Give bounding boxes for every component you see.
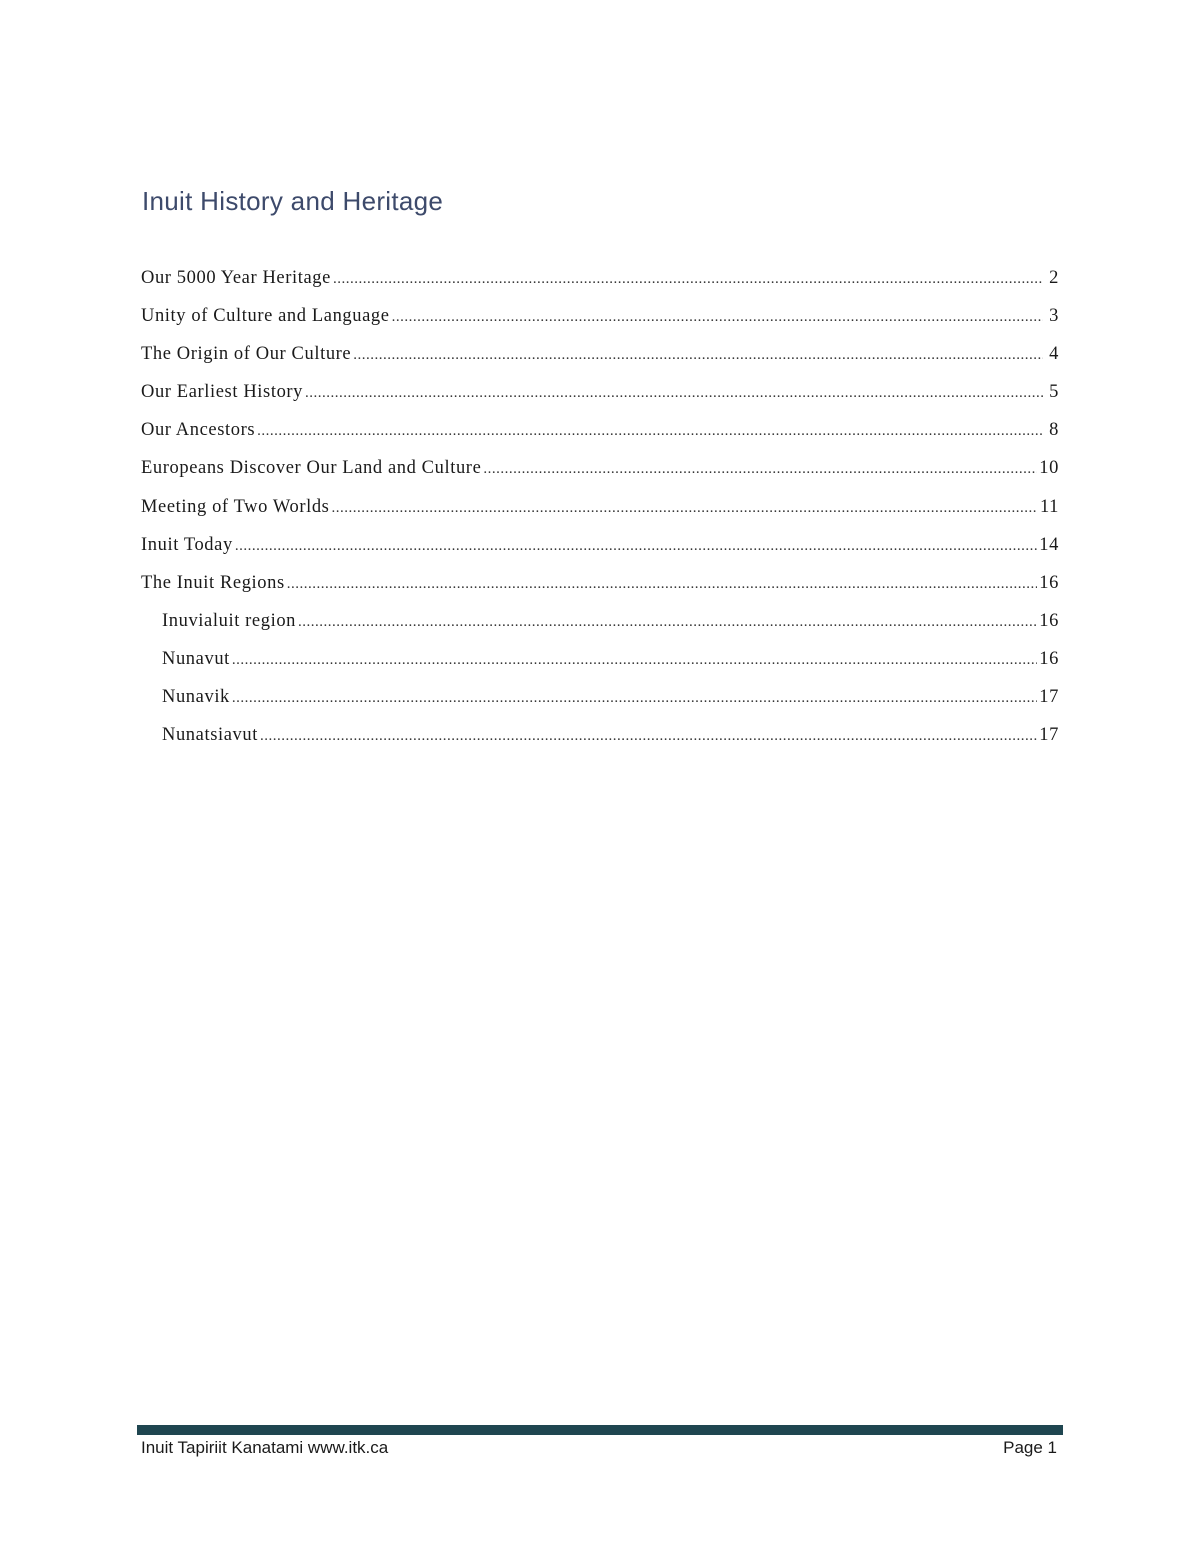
toc-entry-label: Nunavik	[162, 687, 230, 708]
toc-dot-leader	[331, 500, 1038, 517]
toc-subentry[interactable]	[141, 687, 1059, 725]
toc-dot-leader	[353, 347, 1043, 364]
toc-entry[interactable]	[141, 344, 1059, 382]
toc-subentry[interactable]	[141, 649, 1059, 687]
toc-entry[interactable]	[141, 573, 1059, 611]
toc-entry[interactable]	[141, 497, 1059, 535]
toc-dot-leader	[333, 271, 1043, 288]
toc-entry-page: 17	[1039, 687, 1059, 708]
toc-dot-leader	[305, 385, 1043, 402]
toc-entry-page: 16	[1039, 572, 1059, 593]
toc-dot-leader	[287, 576, 1038, 593]
toc-entry-label: Nunatsiavut	[162, 725, 259, 746]
toc-entry-label: Europeans Discover Our Land and Culture	[141, 458, 482, 479]
toc-entry-page: 8	[1049, 420, 1059, 441]
toc-entry[interactable]	[141, 458, 1059, 496]
toc-dot-leader	[257, 423, 1043, 440]
toc-entry-label: The Origin of Our Culture	[141, 344, 352, 365]
toc-entry-page: 4	[1049, 344, 1059, 365]
toc-entry-page: 14	[1039, 534, 1059, 555]
toc-entry[interactable]	[141, 535, 1059, 573]
toc-dot-leader	[392, 309, 1043, 326]
toc-entry-label: Nunavut	[162, 648, 230, 669]
page-title: Inuit History and Heritage	[142, 186, 444, 216]
footer-page-number: Page 1	[1003, 1438, 1057, 1457]
toc-entry[interactable]	[141, 420, 1059, 458]
toc-entry[interactable]	[141, 306, 1059, 344]
toc-entry-label: Unity of Culture and Language	[141, 306, 390, 327]
toc-entry-label: The Inuit Regions	[141, 572, 285, 593]
toc-entry-page: 11	[1039, 496, 1059, 517]
toc-entry-page: 10	[1039, 458, 1059, 479]
footer-organization: Inuit Tapiriit Kanatami www.itk.ca	[141, 1438, 389, 1457]
toc-subentry[interactable]	[141, 725, 1059, 763]
table-of-contents	[141, 268, 1059, 763]
toc-dot-leader	[260, 728, 1037, 745]
toc-dot-leader	[298, 614, 1037, 631]
toc-entry-page: 16	[1039, 610, 1059, 631]
toc-entry-label: Our Ancestors	[141, 420, 256, 441]
toc-dot-leader	[232, 690, 1037, 707]
toc-dot-leader	[232, 652, 1037, 669]
toc-entry-label: Inuvialuit region	[162, 610, 297, 631]
toc-subentry[interactable]	[141, 611, 1059, 649]
toc-entry-page: 3	[1049, 306, 1059, 327]
toc-entry-label: Our Earliest History	[141, 382, 304, 403]
toc-entry-page: 2	[1049, 268, 1059, 288]
toc-entry[interactable]	[141, 382, 1059, 420]
toc-entry[interactable]	[141, 268, 1059, 306]
footer-divider	[137, 1425, 1063, 1435]
toc-entry-label: Inuit Today	[141, 534, 233, 555]
toc-entry-label: Meeting of Two Worlds	[141, 496, 330, 517]
toc-dot-leader	[483, 461, 1037, 478]
toc-entry-page: 17	[1039, 725, 1059, 746]
toc-dot-leader	[235, 538, 1037, 555]
toc-entry-page: 5	[1049, 382, 1059, 403]
toc-entry-page: 16	[1039, 648, 1059, 669]
toc-entry-label: Our 5000 Year Heritage	[141, 268, 331, 288]
